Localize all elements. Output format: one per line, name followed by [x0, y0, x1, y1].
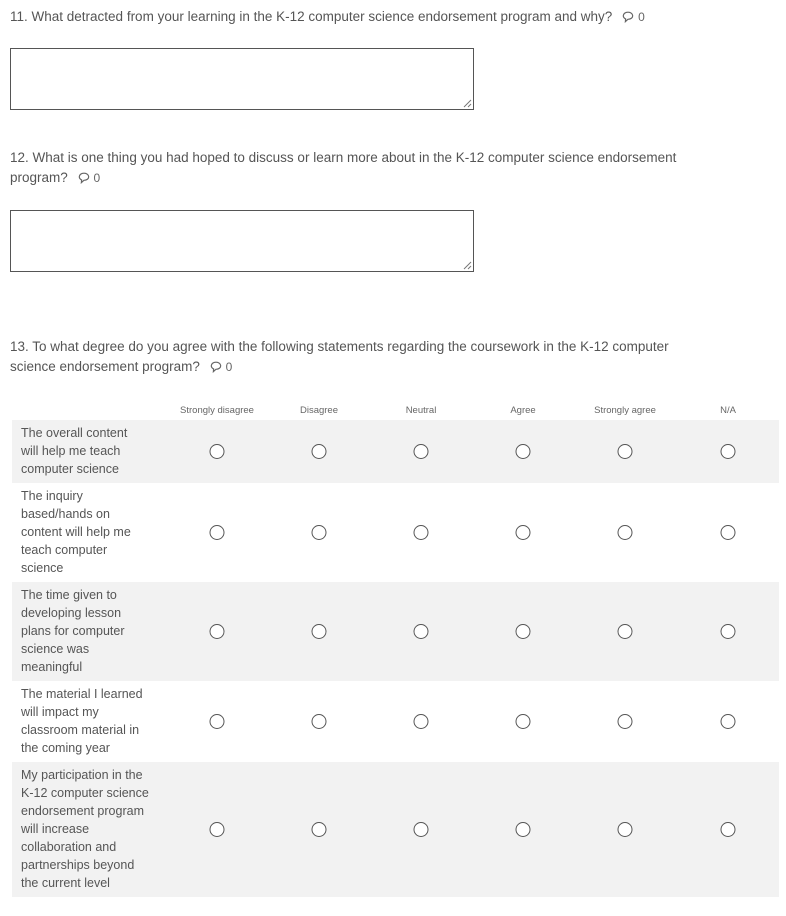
matrix-row — [12, 582, 779, 681]
radio-strongly-agree[interactable] — [618, 624, 633, 639]
statement-line: classroom material in — [21, 723, 140, 737]
comment-count: 0 — [638, 10, 645, 24]
statement-line: will impact my — [21, 705, 99, 719]
row-statement — [12, 424, 161, 478]
matrix-row — [12, 762, 779, 897]
radio-strongly-agree[interactable] — [618, 822, 633, 837]
statement-line: the coming year — [21, 741, 110, 755]
question-13-title — [10, 337, 669, 377]
radio-strongly-disagree[interactable] — [210, 444, 225, 459]
question-12-text-line2: program? — [10, 170, 68, 185]
comment-count-button[interactable] — [622, 7, 645, 27]
comment-count-button[interactable] — [210, 357, 233, 377]
radio-na[interactable] — [721, 525, 736, 540]
question-12-textarea[interactable] — [10, 210, 474, 272]
statement-line: collaboration and — [21, 840, 117, 854]
column-header-strongly-disagree: Strongly disagree — [180, 405, 254, 416]
radio-agree[interactable] — [516, 624, 531, 639]
matrix-row — [12, 483, 779, 582]
statement-line: K-12 computer science — [21, 786, 149, 800]
question-11-title — [10, 7, 645, 27]
matrix-header — [12, 400, 779, 420]
question-13-text-line2: science endorsement program? — [10, 359, 200, 374]
statement-line: The inquiry — [21, 489, 83, 503]
comment-count: 0 — [93, 171, 101, 185]
statement-line: plans for computer — [21, 624, 125, 638]
matrix-row — [12, 420, 779, 483]
statement-line: computer science — [21, 462, 119, 476]
statement-line: My participation in the — [21, 768, 143, 782]
column-header-disagree: Disagree — [299, 405, 339, 416]
question-12-title — [10, 148, 676, 188]
statement-line: based/hands on — [21, 507, 110, 521]
row-statement — [12, 766, 161, 892]
likert-matrix — [12, 400, 779, 897]
comment-count-button[interactable] — [78, 168, 101, 188]
radio-na[interactable] — [721, 822, 736, 837]
radio-disagree[interactable] — [312, 525, 327, 540]
row-statement — [12, 487, 161, 577]
radio-agree[interactable] — [516, 444, 531, 459]
question-13-text-line1: 13. To what degree do you agree with the following statements regarding the coursework in the K-12 computer — [10, 339, 669, 354]
column-header-strongly-agree: Strongly agree — [594, 405, 656, 416]
statement-line: science — [21, 561, 64, 575]
statement-line: will help me teach — [21, 444, 121, 458]
radio-strongly-disagree[interactable] — [210, 822, 225, 837]
radio-neutral[interactable] — [414, 624, 429, 639]
comment-icon — [78, 172, 90, 184]
radio-agree[interactable] — [516, 822, 531, 837]
statement-line: developing lesson — [21, 606, 122, 620]
statement-line: the current level — [21, 876, 110, 890]
statement-line: The overall content — [21, 426, 128, 440]
statement-line: meaningful — [21, 660, 83, 674]
comment-count: 0 — [225, 360, 233, 374]
radio-strongly-disagree[interactable] — [210, 525, 225, 540]
matrix-row — [12, 681, 779, 762]
statement-line: content will help me — [21, 525, 131, 539]
radio-neutral[interactable] — [414, 714, 429, 729]
radio-na[interactable] — [721, 714, 736, 729]
radio-strongly-agree[interactable] — [618, 525, 633, 540]
question-12-text-line1: 12. What is one thing you had hoped to discuss or learn more about in the K-12 computer science endorsement — [10, 150, 677, 165]
radio-disagree[interactable] — [312, 624, 327, 639]
radio-neutral[interactable] — [414, 822, 429, 837]
column-header-neutral: Neutral — [405, 405, 437, 416]
resize-handle-icon[interactable] — [462, 98, 472, 108]
question-11-textarea[interactable] — [10, 48, 474, 110]
resize-handle-icon[interactable] — [462, 260, 472, 270]
radio-agree[interactable] — [516, 714, 531, 729]
statement-line: endorsement program — [21, 804, 144, 818]
comment-icon — [622, 11, 634, 23]
radio-neutral[interactable] — [414, 525, 429, 540]
statement-line: The time given to — [21, 588, 117, 602]
column-header-na: N/A — [720, 405, 736, 416]
question-11-text: 11. What detracted from your learning in the K-12 computer science endorsement program and why? — [10, 9, 613, 24]
row-statement — [12, 586, 161, 676]
comment-icon — [210, 361, 222, 373]
radio-strongly-disagree[interactable] — [210, 714, 225, 729]
radio-neutral[interactable] — [414, 444, 429, 459]
radio-strongly-agree[interactable] — [618, 714, 633, 729]
column-header-agree: Agree — [510, 405, 536, 416]
radio-disagree[interactable] — [312, 444, 327, 459]
row-statement — [12, 685, 161, 757]
radio-disagree[interactable] — [312, 822, 327, 837]
radio-strongly-disagree[interactable] — [210, 624, 225, 639]
statement-line: science was — [21, 642, 90, 656]
radio-agree[interactable] — [516, 525, 531, 540]
statement-line: partnerships beyond — [21, 858, 135, 872]
radio-na[interactable] — [721, 444, 736, 459]
radio-na[interactable] — [721, 624, 736, 639]
radio-disagree[interactable] — [312, 714, 327, 729]
statement-line: The material I learned — [21, 687, 143, 701]
statement-line: will increase — [21, 822, 90, 836]
radio-strongly-agree[interactable] — [618, 444, 633, 459]
statement-line: teach computer — [21, 543, 108, 557]
